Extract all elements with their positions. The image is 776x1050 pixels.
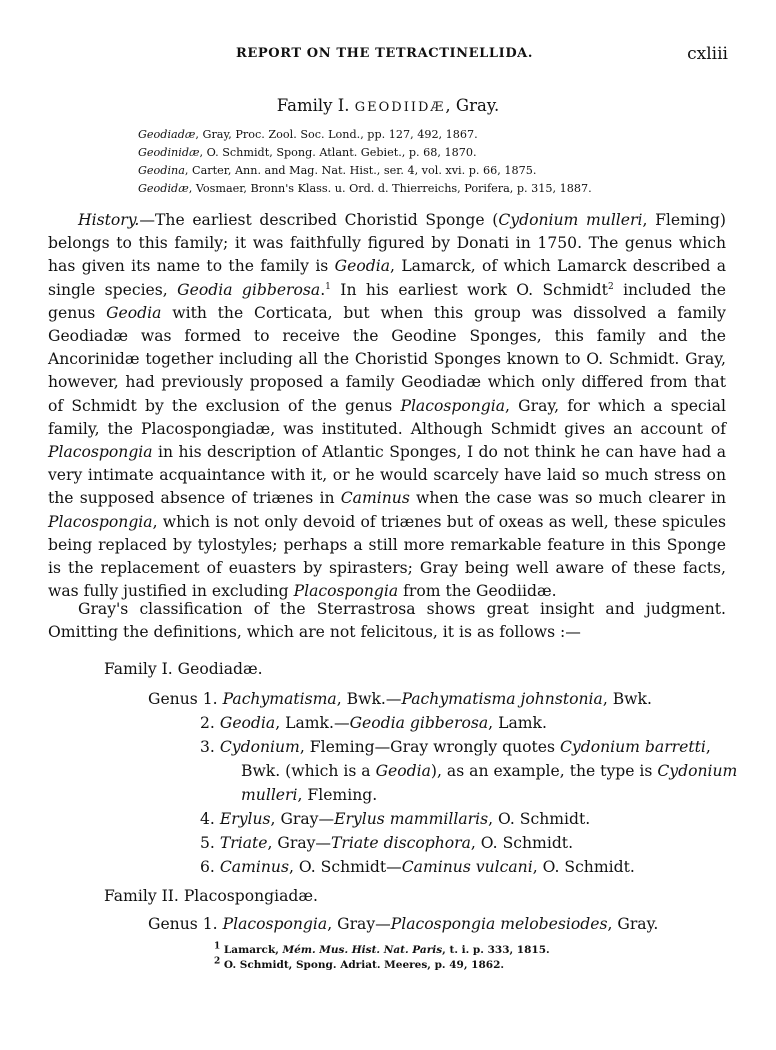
genus-text: , Fleming—Gray wrongly quotes bbox=[299, 738, 560, 756]
genus-text: , O. Schmidt. bbox=[470, 834, 574, 852]
genus-name: Pachymatisma bbox=[222, 690, 337, 708]
type-species: Placospongia melobesiodes bbox=[390, 915, 608, 933]
genus-entry bbox=[148, 915, 658, 933]
footnote bbox=[214, 943, 550, 958]
footnote-number: 2 bbox=[214, 956, 221, 967]
genus-text: ), as an example, the type is bbox=[430, 762, 658, 780]
history-text: In his earliest work O. Schmidt bbox=[330, 280, 608, 299]
synonym-entry bbox=[138, 180, 592, 198]
history-text: , Gray, for which a special family, the Placospongiadæ, was instituted. Although Schmidt gives an account of bbox=[48, 396, 726, 438]
species-name: Cydonium mulleri bbox=[498, 211, 643, 229]
genus-text: , Gray. bbox=[607, 915, 659, 933]
classification-intro: Gray's classification of the Sterrastrosa shows great insight and judgment. Omitting the definitions, which are not felicitous, it is as follows :— bbox=[48, 600, 726, 642]
page-header bbox=[0, 44, 776, 66]
genus-name: Cydonium bbox=[657, 762, 738, 780]
genus-text: , Bwk.— bbox=[336, 690, 402, 708]
synonym-name: Geodina bbox=[138, 164, 185, 177]
genus-text: , O. Schmidt. bbox=[488, 810, 591, 828]
family-heading-suffix: , Gray. bbox=[445, 96, 500, 115]
genus-name: Triate bbox=[219, 834, 268, 852]
history-text: included the genus bbox=[48, 280, 726, 322]
genus-name: Placospongia bbox=[48, 512, 153, 531]
genus-entry bbox=[200, 810, 590, 828]
genus-number: 2. bbox=[200, 714, 215, 732]
genus-text: , Gray— bbox=[267, 834, 332, 852]
synonym-reference: , Gray, Proc. Zool. Soc. Lond., pp. 127, 492, 1867. bbox=[195, 128, 478, 141]
synonym-reference: , O. Schmidt, Spong. Atlant. Gebiet., p. 68, 1870. bbox=[199, 146, 477, 159]
genus-number: 1. bbox=[202, 690, 218, 708]
genus-name: Placospongia bbox=[400, 396, 506, 415]
history-text: , Lamarck, of which Lamarck described a single species, bbox=[48, 257, 726, 299]
history-text: from the Geodiidæ. bbox=[398, 582, 557, 601]
genus-entry bbox=[200, 858, 635, 876]
genus-text: Bwk. (which is a bbox=[241, 762, 376, 780]
genus-entry-continued bbox=[241, 786, 377, 804]
genus-name: Geodia bbox=[334, 257, 391, 276]
genus-number: 3. bbox=[200, 738, 215, 756]
genus-entry-continued bbox=[241, 762, 737, 780]
family-title: Family I. Geodiadæ. bbox=[104, 660, 263, 678]
synonym-entry bbox=[138, 162, 592, 180]
footnote-number: 1 bbox=[214, 941, 221, 952]
genus-text: , Gray— bbox=[270, 810, 335, 828]
history-text: , Fleming) belongs to this family; it was faithfully figured by Donati in 1750. The genus which has given its name to the family is bbox=[48, 211, 726, 276]
genus-entry bbox=[200, 714, 547, 732]
synonym-name: Geodinidæ bbox=[138, 146, 200, 159]
family-heading-name: GEODIIDÆ bbox=[354, 100, 446, 115]
genus-name: Placospongia bbox=[222, 915, 328, 933]
type-species: Pachymatisma johnstonia bbox=[401, 690, 603, 708]
family-heading-prefix: Family I. bbox=[276, 96, 350, 115]
footnotes bbox=[214, 943, 550, 973]
genus-number: 5. bbox=[200, 834, 215, 852]
genus-text: , O. Schmidt. bbox=[532, 858, 635, 876]
history-text: in his description of Atlantic Sponges, I do not think he can have had a very intimate acquaintance with it, or he would scarcely have laid so much stress on the supposed absence of triænes in bbox=[48, 443, 726, 508]
genus-number: 6. bbox=[200, 858, 215, 876]
family-title: Family II. Placospongiadæ. bbox=[104, 887, 318, 905]
synonym-reference: , Carter, Ann. and Mag. Nat. Hist., ser. 4, vol. xvi. p. 66, 1875. bbox=[184, 164, 537, 177]
genus-text: , O. Schmidt— bbox=[288, 858, 402, 876]
genus-text: , Gray— bbox=[327, 915, 391, 933]
footnote-text: O. Schmidt, Spong. Adriat. Meeres, p. 49, 1862. bbox=[220, 959, 505, 971]
footnote bbox=[214, 958, 550, 973]
history-text: when the case was so much clearer in bbox=[409, 489, 726, 508]
genus-text: , bbox=[705, 738, 711, 756]
genus-label: Genus bbox=[148, 690, 198, 708]
history-text: —The earliest described Choristid Sponge ( bbox=[139, 211, 499, 229]
genus-name: Geodia bbox=[106, 303, 162, 322]
footnote-text: , t. i. p. 333, 1815. bbox=[442, 944, 550, 956]
genus-label: Genus bbox=[148, 915, 198, 933]
genus-entry bbox=[200, 834, 573, 852]
type-species: Cydonium barretti bbox=[560, 738, 706, 756]
type-species: Triate discophora bbox=[331, 834, 471, 852]
footnote-marker: 1 bbox=[325, 281, 331, 292]
genus-name: Placospongia bbox=[293, 582, 399, 601]
page-number: cxliii bbox=[687, 44, 728, 64]
synonym-name: Geodidæ bbox=[138, 182, 189, 195]
genus-name: Caminus bbox=[340, 489, 410, 508]
type-species: Caminus vulcani bbox=[401, 858, 533, 876]
species-name: Geodia gibberosa bbox=[177, 280, 321, 299]
genus-name: Placospongia bbox=[48, 443, 153, 462]
synonym-name: Geodiadæ bbox=[138, 128, 196, 141]
genus-text: , Fleming. bbox=[297, 786, 378, 804]
footnote-text: Lamarck, bbox=[220, 944, 283, 956]
history-text: , which is not only devoid of triænes but of oxeas as well, these spicules being replaced by tylostyles; perhaps a still more remarkable feature in this Sponge is the replacement of euasters by spirasters; Gray being well aware of these facts, was fully justified in excluding bbox=[48, 512, 726, 601]
genus-entry bbox=[200, 738, 711, 756]
history-paragraph bbox=[48, 209, 726, 603]
genus-number: 1. bbox=[202, 915, 218, 933]
genus-text: , Lamk.— bbox=[275, 714, 350, 732]
synonymy-list bbox=[138, 126, 592, 198]
running-title: REPORT ON THE TETRACTINELLIDA. bbox=[236, 46, 533, 61]
species-name: mulleri bbox=[241, 786, 298, 804]
genus-name: Geodia bbox=[219, 714, 276, 732]
history-text: with the Corticata, but when this group was dissolved a family Geodiadæ was formed to receive the Geodine Sponges, this family and the Ancorinidæ together including all the Choristid Sponges known to O. Schmidt. Gray, however, had previously proposed a family Geodiadæ which only differed from that of Schmidt by the exclusion of the genus bbox=[48, 303, 726, 415]
footnote-marker: 2 bbox=[607, 281, 614, 292]
synonym-entry bbox=[138, 126, 592, 144]
synonym-reference: , Vosmaer, Bronn's Klass. u. Ord. d. Thierreichs, Porifera, p. 315, 1887. bbox=[188, 182, 592, 195]
genus-name: Geodia bbox=[375, 762, 431, 780]
type-species: Geodia gibberosa bbox=[349, 714, 489, 732]
history-label: History. bbox=[78, 211, 140, 229]
genus-text: , Lamk. bbox=[488, 714, 547, 732]
genus-name: Caminus bbox=[219, 858, 289, 876]
genus-number: 4. bbox=[200, 810, 215, 828]
genus-name: Erylus bbox=[219, 810, 271, 828]
footnote-italic: Mém. Mus. Hist. Nat. Paris bbox=[282, 944, 443, 956]
synonym-entry bbox=[138, 144, 592, 162]
genus-entry bbox=[148, 690, 652, 708]
type-species: Erylus mammillaris bbox=[334, 810, 489, 828]
genus-name: Cydonium bbox=[219, 738, 300, 756]
history-text: . bbox=[320, 280, 326, 299]
family-heading bbox=[0, 96, 776, 115]
genus-text: , Bwk. bbox=[602, 690, 652, 708]
